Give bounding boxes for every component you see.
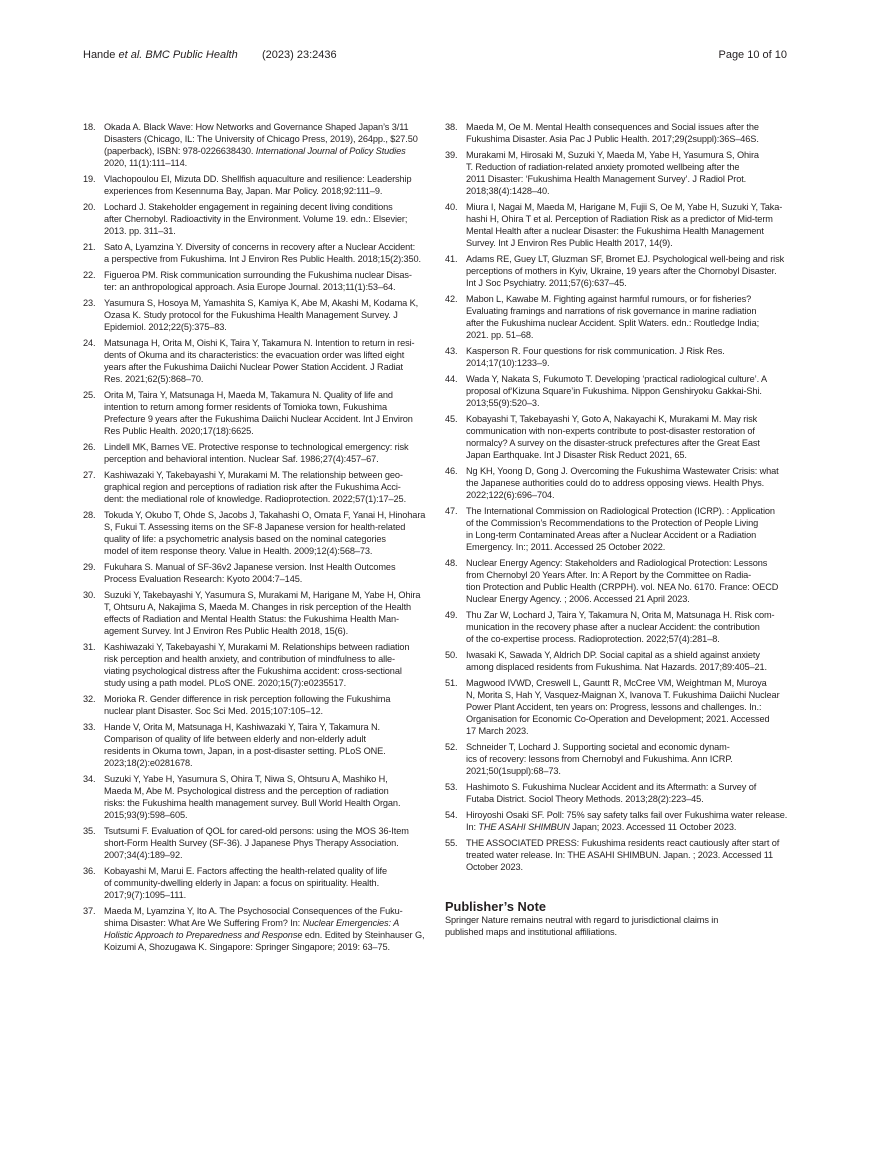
header-author: Hande (83, 49, 116, 61)
reference-number: 54. (445, 810, 458, 820)
reference-text (104, 121, 428, 169)
reference-number: 53. (445, 782, 458, 792)
reference-line: Maeda M, Oe M. Mental Health consequences and Social issues after the (466, 122, 759, 132)
reference-number: 36. (83, 866, 96, 876)
reference-number: 55. (445, 838, 458, 848)
reference-line: study using a path model. PLoS ONE. 2020;15(7):e0235517. (104, 678, 347, 688)
reference-text (466, 505, 795, 553)
reference-line: Kobayashi M, Marui E. Factors affecting the health-related quality of life (104, 866, 388, 876)
reference-line: agement Survey. Int J Environ Res Public Health 2018, 15(6). (104, 626, 349, 636)
reference-line: dent: the mediational role of knowledge. Radioprotection. 2022;57(1):17–25. (104, 494, 407, 504)
reference-item (445, 413, 795, 461)
reference-text (466, 741, 795, 777)
reference-line: Lochard J. Stakeholder engagement in regaining decent living conditions (104, 202, 393, 212)
reference-item (445, 465, 795, 501)
reference-line: Kashiwazaki Y, Takebayashi Y, Murakami M. Relationships between radiation (104, 642, 410, 652)
reference-number: 43. (445, 346, 458, 356)
reference-item (83, 721, 428, 769)
reference-line: 2013;55(9):520–3. (466, 398, 540, 408)
reference-line: Ng KH, Yoong D, Gong J. Overcoming the Fukushima Wastewater Crisis: what (466, 466, 779, 476)
reference-item (83, 865, 428, 901)
reference-number: 22. (83, 270, 96, 280)
reference-number: 41. (445, 254, 458, 264)
reference-text (104, 865, 428, 901)
reference-text (466, 121, 795, 145)
reference-line: Res Public Health. 2020;17(18):6625. (104, 426, 254, 436)
reference-item (83, 693, 428, 717)
reference-text (466, 413, 795, 461)
reference-number: 39. (445, 150, 458, 160)
reference-text (104, 693, 428, 717)
reference-line: Epidemiol. 2012;22(5):375–83. (104, 322, 227, 332)
reference-line: 2014;17(10):1233–9. (466, 358, 550, 368)
publishers-note-line: published maps and institutional affiliations. (445, 927, 617, 937)
reference-text (104, 241, 428, 265)
reference-line: normalcy? A survey on the disaster-struck prefectures after the Great East (466, 438, 760, 448)
reference-text (104, 269, 428, 293)
reference-number: 49. (445, 610, 458, 620)
reference-line: Iwasaki K, Sawada Y, Aldrich DP. Social capital as a shield against anxiety (466, 650, 760, 660)
reference-line: October 2023. (466, 862, 523, 872)
reference-number: 26. (83, 442, 96, 452)
reference-number: 33. (83, 722, 96, 732)
reference-line: in Long-term Contaminated Areas after a Nuclear Accident or a Radiation (466, 530, 757, 540)
reference-number: 18. (83, 122, 96, 132)
reference-line: 2013. pp. 311–31. (104, 226, 176, 236)
reference-italic-title: International Journal of Policy Studies (255, 146, 406, 156)
reference-line: Int J Soc Psychiatry. 2011;57(6):637–45. (466, 278, 627, 288)
reference-line: graphical region and perceptions of radiation risk after the Fukushima Acci- (104, 482, 401, 492)
reference-number: 47. (445, 506, 458, 516)
reference-number: 30. (83, 590, 96, 600)
reference-line: Process Evaluation Research: Kyoto 2004:7–145. (104, 574, 303, 584)
reference-italic-title: Holistic Approach to Preparedness and Response (104, 930, 303, 940)
reference-line: perception and behavioral intention. Nuclear Saf. 1986;27(4):457–67. (104, 454, 379, 464)
reference-line: Kashiwazaki Y, Takebayashi Y, Murakami M. The relationship between geo- (104, 470, 403, 480)
reference-line: of the co-expertise process. Radioprotection. 2022;57(4):281–8. (466, 634, 720, 644)
reference-line: Japan Earthquake. Int J Disaster Risk Reduct 2021, 65. (466, 450, 687, 460)
reference-line: Nuclear Energy Agency. ; 2006. Accessed 21 April 2023. (466, 594, 690, 604)
reference-line: 2017;9(7):1095–111. (104, 890, 187, 900)
reference-text (104, 201, 428, 237)
reference-line: perceptions of mothers in Kyiv, Ukraine, 19 years after the Chornobyl Disaster. (466, 266, 777, 276)
reference-item (445, 609, 795, 645)
reference-item (83, 269, 428, 293)
reference-line: short-Form Health Survey (SF-36). J Japanese Phys Therapy Association. (104, 838, 399, 848)
reference-text (466, 781, 795, 805)
reference-line: risk perception and health anxiety, and contribution of mindfulness to alle- (104, 654, 395, 664)
reference-item (83, 201, 428, 237)
reference-line: Kasperson R. Four questions for risk communication. J Risk Res. (466, 346, 725, 356)
reference-item (445, 649, 795, 673)
reference-item (83, 241, 428, 265)
header-author-journal (83, 48, 238, 62)
reference-line: Maeda M, Lyamzina Y, Ito A. The Psychosocial Consequences of the Fuku- (104, 906, 403, 916)
reference-line: Power Plant Accident, ten years on: Progress, lessons and challenges. In.: (466, 702, 762, 712)
header-journal: BMC Public Health (145, 49, 238, 61)
references-left-column (83, 121, 428, 953)
reference-line: Magwood IVWD, Creswell L, Gauntt R, McCree VM, Weightman M, Muroya (466, 678, 767, 688)
page-number: Page 10 of 10 (718, 49, 787, 61)
reference-item (83, 773, 428, 821)
reference-line: viating psychological distress after the Fukushima accident: cross-sectional (104, 666, 402, 676)
reference-line: Hande V, Orita M, Matsunaga H, Kashiwazaki Y, Taira Y, Takamura N. (104, 722, 380, 732)
reference-line: 2023;18(2):e0281678. (104, 758, 193, 768)
reference-number: 32. (83, 694, 96, 704)
reference-line: Comparison of quality of life between elderly and non-elderly adult (104, 734, 366, 744)
reference-line: risks: the Fukushima health management survey. Bull World Health Organ. (104, 798, 401, 808)
header-et-al: et al. (118, 49, 143, 61)
reference-number: 34. (83, 774, 96, 784)
reference-number: 27. (83, 470, 96, 480)
reference-italic-title: Nuclear Emergencies: A (302, 918, 400, 928)
reference-line: proposal of‘Kizuna Square’in Fukushima. Nippon Genshiryoku Gakkai-Shi. (466, 386, 762, 396)
reference-item (83, 509, 428, 557)
reference-line: Murakami M, Hirosaki M, Suzuki Y, Maeda M, Yabe H, Yasumura S, Ohira (466, 150, 759, 160)
reference-text (104, 561, 428, 585)
reference-line: THE ASSOCIATED PRESS: Fukushima residents react cautiously after start of (466, 838, 780, 848)
reference-line: Futaba District. Sociol Theory Methods. 2013;28(2):223–45. (466, 794, 704, 804)
reference-number: 46. (445, 466, 458, 476)
reference-line (104, 145, 428, 157)
reference-line: Res. 2021;62(5):868–70. (104, 374, 204, 384)
reference-text-segment: In: (466, 822, 479, 832)
reference-line: Schneider T, Lochard J. Supporting societal and economic dynam- (466, 742, 730, 752)
reference-number: 44. (445, 374, 458, 384)
reference-number: 31. (83, 642, 96, 652)
reference-number: 50. (445, 650, 458, 660)
reference-item (83, 389, 428, 437)
reference-line: tion Protection and Public Health (CRPPH). vol. NEA No. 6170. France: OECD (466, 582, 779, 592)
reference-text (466, 149, 795, 197)
reference-number: 38. (445, 122, 458, 132)
reference-line: Thu Zar W, Lochard J, Taira Y, Takamura N, Orita M, Matsunaga H. Risk com- (466, 610, 775, 620)
reference-number: 37. (83, 906, 96, 916)
reference-number: 20. (83, 202, 96, 212)
reference-item (445, 253, 795, 289)
reference-line: quality of life: a psychometric analysis based on the nominal categories (104, 534, 386, 544)
reference-line: Sato A, Lyamzina Y. Diversity of concerns in recovery after a Nuclear Accident: (104, 242, 416, 252)
reference-number: 51. (445, 678, 458, 688)
reference-line: Vlachopoulou EI, Mizuta DD. Shellfish aquaculture and resilience: Leadership (104, 174, 412, 184)
reference-italic-title: THE ASAHI SHIMBUN (478, 822, 570, 832)
reference-item (445, 557, 795, 605)
reference-text (466, 809, 795, 833)
reference-line: ics of recovery: lessons from Chernobyl and Fukushima. Ann ICRP. (466, 754, 733, 764)
reference-line: Organisation for Economic Co-Operation and Development; 2021. Accessed (466, 714, 770, 724)
reference-line: Disasters (Chicago, IL: The University of Chicago Press, 2019), 264pp., $27.50 (104, 134, 418, 144)
reference-text (466, 253, 795, 289)
reference-line: Mabon L, Kawabe M. Fighting against harmful rumours, or for fisheries? (466, 294, 752, 304)
reference-item (83, 469, 428, 505)
reference-item (445, 781, 795, 805)
reference-line: Nuclear Energy Agency: Stakeholders and Radiological Protection: Lessons (466, 558, 768, 568)
reference-text (466, 345, 795, 369)
reference-line: Prefecture 9 years after the Fukushima Daiichi Nuclear Accident. Int J Environ (104, 414, 413, 424)
reference-line: 2021;50(1suppl):68–73. (466, 766, 561, 776)
reference-item (83, 297, 428, 333)
reference-number: 35. (83, 826, 96, 836)
reference-line: 2020, 11(1):111–114. (104, 158, 188, 168)
reference-line (104, 929, 428, 941)
reference-item (445, 149, 795, 197)
reference-line: 2021. pp. 51–68. (466, 330, 534, 340)
reference-line: ter: an anthropological approach. Asia Europe Journal. 2013;11(1):53–64. (104, 282, 396, 292)
reference-line: Kobayashi T, Takebayashi Y, Goto A, Nakayachi K, Murakami M. May risk (466, 414, 758, 424)
reference-line: The International Commission on Radiological Protection (ICRP). : Application (466, 506, 775, 516)
reference-text (466, 837, 795, 873)
reference-text (104, 389, 428, 437)
reference-line: Survey. Int J Environ Res Public Health 2017, 14(9). (466, 238, 673, 248)
reference-line: Hiroyoshi Osaki SF. Poll: 75% say safety talks fail over Fukushima water release. (466, 810, 788, 820)
reference-item (83, 641, 428, 689)
reference-item (83, 337, 428, 385)
reference-item (445, 121, 795, 145)
reference-item (445, 809, 795, 833)
reference-number: 29. (83, 562, 96, 572)
reference-line: of community-dwelling elderly in Japan: a focus on spirituality. Health. (104, 878, 380, 888)
reference-text (104, 905, 428, 953)
reference-line: nuclear plant Disaster. Soc Sci Med. 2015;107:105–12. (104, 706, 323, 716)
reference-line: Adams RE, Guey LT, Gluzman SF, Bromet EJ. Psychological well-being and risk (466, 254, 785, 264)
reference-item (445, 677, 795, 737)
reference-number: 28. (83, 510, 96, 520)
reference-line: after the Fukushima nuclear Accident. Split Waters. edn.: Routledge India; (466, 318, 760, 328)
reference-text (466, 677, 795, 737)
reference-line: Maeda M, Abe M. Psychological distress and the perception of radiation (104, 786, 389, 796)
reference-line (466, 821, 795, 833)
reference-text (466, 609, 795, 645)
reference-text-segment: edn. Edited by Steinhauser G, (302, 930, 425, 940)
reference-line: Tsutsumi F. Evaluation of QOL for cared-old persons: using the MOS 36-Item (104, 826, 409, 836)
reference-item (445, 505, 795, 553)
reference-line: Fukuhara S. Manual of SF-36v2 Japanese version. Inst Health Outcomes (104, 562, 396, 572)
reference-text (104, 773, 428, 821)
publishers-note-line: Springer Nature remains neutral with regard to jurisdictional claims in (445, 915, 719, 925)
reference-line: 2015;93(9):598–605. (104, 810, 188, 820)
publishers-note-heading: Publisher’s Note (445, 899, 546, 914)
reference-line: Hashimoto S. Fukushima Nuclear Accident and its Aftermath: a Survey of (466, 782, 757, 792)
reference-number: 52. (445, 742, 458, 752)
reference-text (466, 649, 795, 673)
reference-line: T, Ohtsuru A, Nakajima S, Maeda M. Changes in risk perception of the Health (104, 602, 412, 612)
reference-item (83, 441, 428, 465)
reference-line: dents of Okuma and its characteristics: the evacuation order was lifted eight (104, 350, 405, 360)
reference-number: 40. (445, 202, 458, 212)
reference-text (104, 721, 428, 769)
reference-item (445, 741, 795, 777)
reference-item (445, 837, 795, 873)
reference-line: Orita M, Taira Y, Matsunaga H, Maeda M, Takamura N. Quality of life and (104, 390, 393, 400)
reference-line: Mental Health after a nuclear Disaster: the Fukushima Health Management (466, 226, 764, 236)
reference-text (104, 469, 428, 505)
reference-line: Lindell MK, Barnes VE. Protective response to technological emergency: risk (104, 442, 409, 452)
reference-line: Matsunaga H, Orita M, Oishi K, Taira Y, Takamura N. Intention to return in resi- (104, 338, 415, 348)
reference-text-segment: shima Disaster: What Are We Suffering From? In: (104, 918, 303, 928)
reference-item (445, 345, 795, 369)
reference-line (104, 917, 428, 929)
reference-text (466, 373, 795, 409)
reference-line: Suzuki Y, Takebayashi Y, Yasumura S, Murakami M, Harigane M, Yabe H, Ohira (104, 590, 421, 600)
reference-item (445, 201, 795, 249)
header-citation: (2023) 23:2436 (262, 49, 337, 61)
reference-text-segment: (paperback), ISBN: 978-0226638430. (104, 146, 256, 156)
reference-line: of the Commission’s Recommendations to the Protection of People Living (466, 518, 759, 528)
reference-text (104, 173, 428, 197)
reference-item (83, 905, 428, 953)
reference-item (445, 293, 795, 341)
references-right-column (445, 121, 795, 873)
reference-line: Morioka R. Gender difference in risk perception following the Fukushima (104, 694, 391, 704)
reference-line: 17 March 2023. (466, 726, 529, 736)
reference-item (83, 121, 428, 169)
reference-line: residents in Okuma town, Japan, in a post-disaster setting. PLoS ONE. (104, 746, 386, 756)
reference-line: Figueroa PM. Risk communication surrounding the Fukushima nuclear Disas- (104, 270, 412, 280)
reference-line: Evaluating framings and narrations of risk governance in marine radiation (466, 306, 757, 316)
reference-line: N, Morita S, Hah Y, Vasquez-Maignan X, Ivanova T. Fukushima Daiichi Nuclear (466, 690, 780, 700)
reference-line: Suzuki Y, Yabe H, Yasumura S, Ohira T, Niwa S, Ohtsuru A, Mashiko H, (104, 774, 388, 784)
reference-line: Koizumi A, Shozugawa K. Singapore: Springer Singapore; 2019: 63–75. (104, 942, 390, 952)
reference-line: model of item response theory. Value in Health. 2009;12(4):568–73. (104, 546, 373, 556)
reference-line: experiences from Kesennuma Bay, Japan. Mar Policy. 2018;92:111–9. (104, 186, 383, 196)
reference-text (466, 293, 795, 341)
reference-item (445, 373, 795, 409)
reference-item (83, 173, 428, 197)
reference-text (466, 201, 795, 249)
reference-text (466, 557, 795, 605)
reference-line: intention to return among former residents of Tomioka town, Fukushima (104, 402, 387, 412)
reference-line: S, Fukui T. Assessing items on the SF-8 Japanese version for health-related (104, 522, 406, 532)
running-header (83, 48, 787, 62)
reference-line: Emergency. In:; 2011. Accessed 25 October 2022. (466, 542, 666, 552)
reference-number: 48. (445, 558, 458, 568)
reference-line: treated water release. In: THE ASAHI SHIMBUN. Japan. ; 2023. Accessed 11 (466, 850, 774, 860)
reference-line: T. Reduction of radiation-related anxiety promoted wellbeing after the (466, 162, 740, 172)
reference-item (83, 825, 428, 861)
reference-line: effects of Radiation and Mental Health Status: the Fukushima Health Man- (104, 614, 399, 624)
reference-text-segment: Japan; 2023. Accessed 11 October 2023. (569, 822, 737, 832)
reference-line: Wada Y, Nakata S, Fukumoto T. Developing ‘practical radiological culture’. A (466, 374, 768, 384)
reference-line: Fukushima Disaster. Asia Pac J Public Health. 2017;29(2suppl):36S–46S. (466, 134, 759, 144)
reference-text (104, 441, 428, 465)
reference-line: a perspective from Fukushima. Int J Environ Res Public Health. 2018;15(2):350. (104, 254, 421, 264)
reference-line: 2007;34(4):189–92. (104, 850, 183, 860)
reference-item (83, 561, 428, 585)
reference-item (83, 589, 428, 637)
reference-line: from Chernobyl 20 Years After. In: A Report by the Committee on Radia- (466, 570, 752, 580)
reference-line: communication with non-experts contribute to post-disaster restoration of (466, 426, 755, 436)
reference-line: years after the Fukushima Daiichi Nuclear Power Station Accident. J Radiat (104, 362, 403, 372)
reference-line: Yasumura S, Hosoya M, Yamashita S, Kamiya K, Abe M, Akashi M, Kodama K, (104, 298, 419, 308)
reference-line: Miura I, Nagai M, Maeda M, Harigane M, Fujii S, Oe M, Yabe H, Suzuki Y, Taka- (466, 202, 783, 212)
reference-line: 2022;122(6):696–704. (466, 490, 555, 500)
reference-text (466, 465, 795, 501)
reference-text (104, 589, 428, 637)
reference-line: the Japanese authorities could do to address opposing views. Health Phys. (466, 478, 765, 488)
reference-text (104, 509, 428, 557)
reference-number: 19. (83, 174, 96, 184)
reference-number: 23. (83, 298, 96, 308)
publishers-note-body (445, 914, 718, 938)
reference-line: after Chernobyl. Radioactivity in the Environment. Volume 19. edn.: Elsevier; (104, 214, 408, 224)
reference-line: hashi H, Ohira T et al. Perception of Radiation Risk as a predictor of Mid-term (466, 214, 773, 224)
reference-number: 25. (83, 390, 96, 400)
reference-text (104, 297, 428, 333)
reference-text (104, 337, 428, 385)
reference-line: Okada A. Black Wave: How Networks and Governance Shaped Japan’s 3/11 (104, 122, 409, 132)
reference-line: 2018;38(4):1428–40. (466, 186, 550, 196)
reference-line: munication in the recovery phase after a nuclear Accident: the contribution (466, 622, 760, 632)
reference-line: Ozasa K. Study protocol for the Fukushima Health Management Survey. J (104, 310, 398, 320)
reference-text (104, 825, 428, 861)
reference-line: among displaced residents from Fukushima. Nat Hazards. 2017;89:405–21. (466, 662, 767, 672)
reference-line: 2011 Disaster: ‘Fukushima Health Management Survey’. J Radiol Prot. (466, 174, 747, 184)
reference-number: 24. (83, 338, 96, 348)
reference-line: Tokuda Y, Okubo T, Ohde S, Jacobs J, Takahashi O, Omata F, Yanai H, Hinohara (104, 510, 426, 520)
reference-number: 45. (445, 414, 458, 424)
reference-text (104, 641, 428, 689)
reference-number: 42. (445, 294, 458, 304)
reference-number: 21. (83, 242, 96, 252)
